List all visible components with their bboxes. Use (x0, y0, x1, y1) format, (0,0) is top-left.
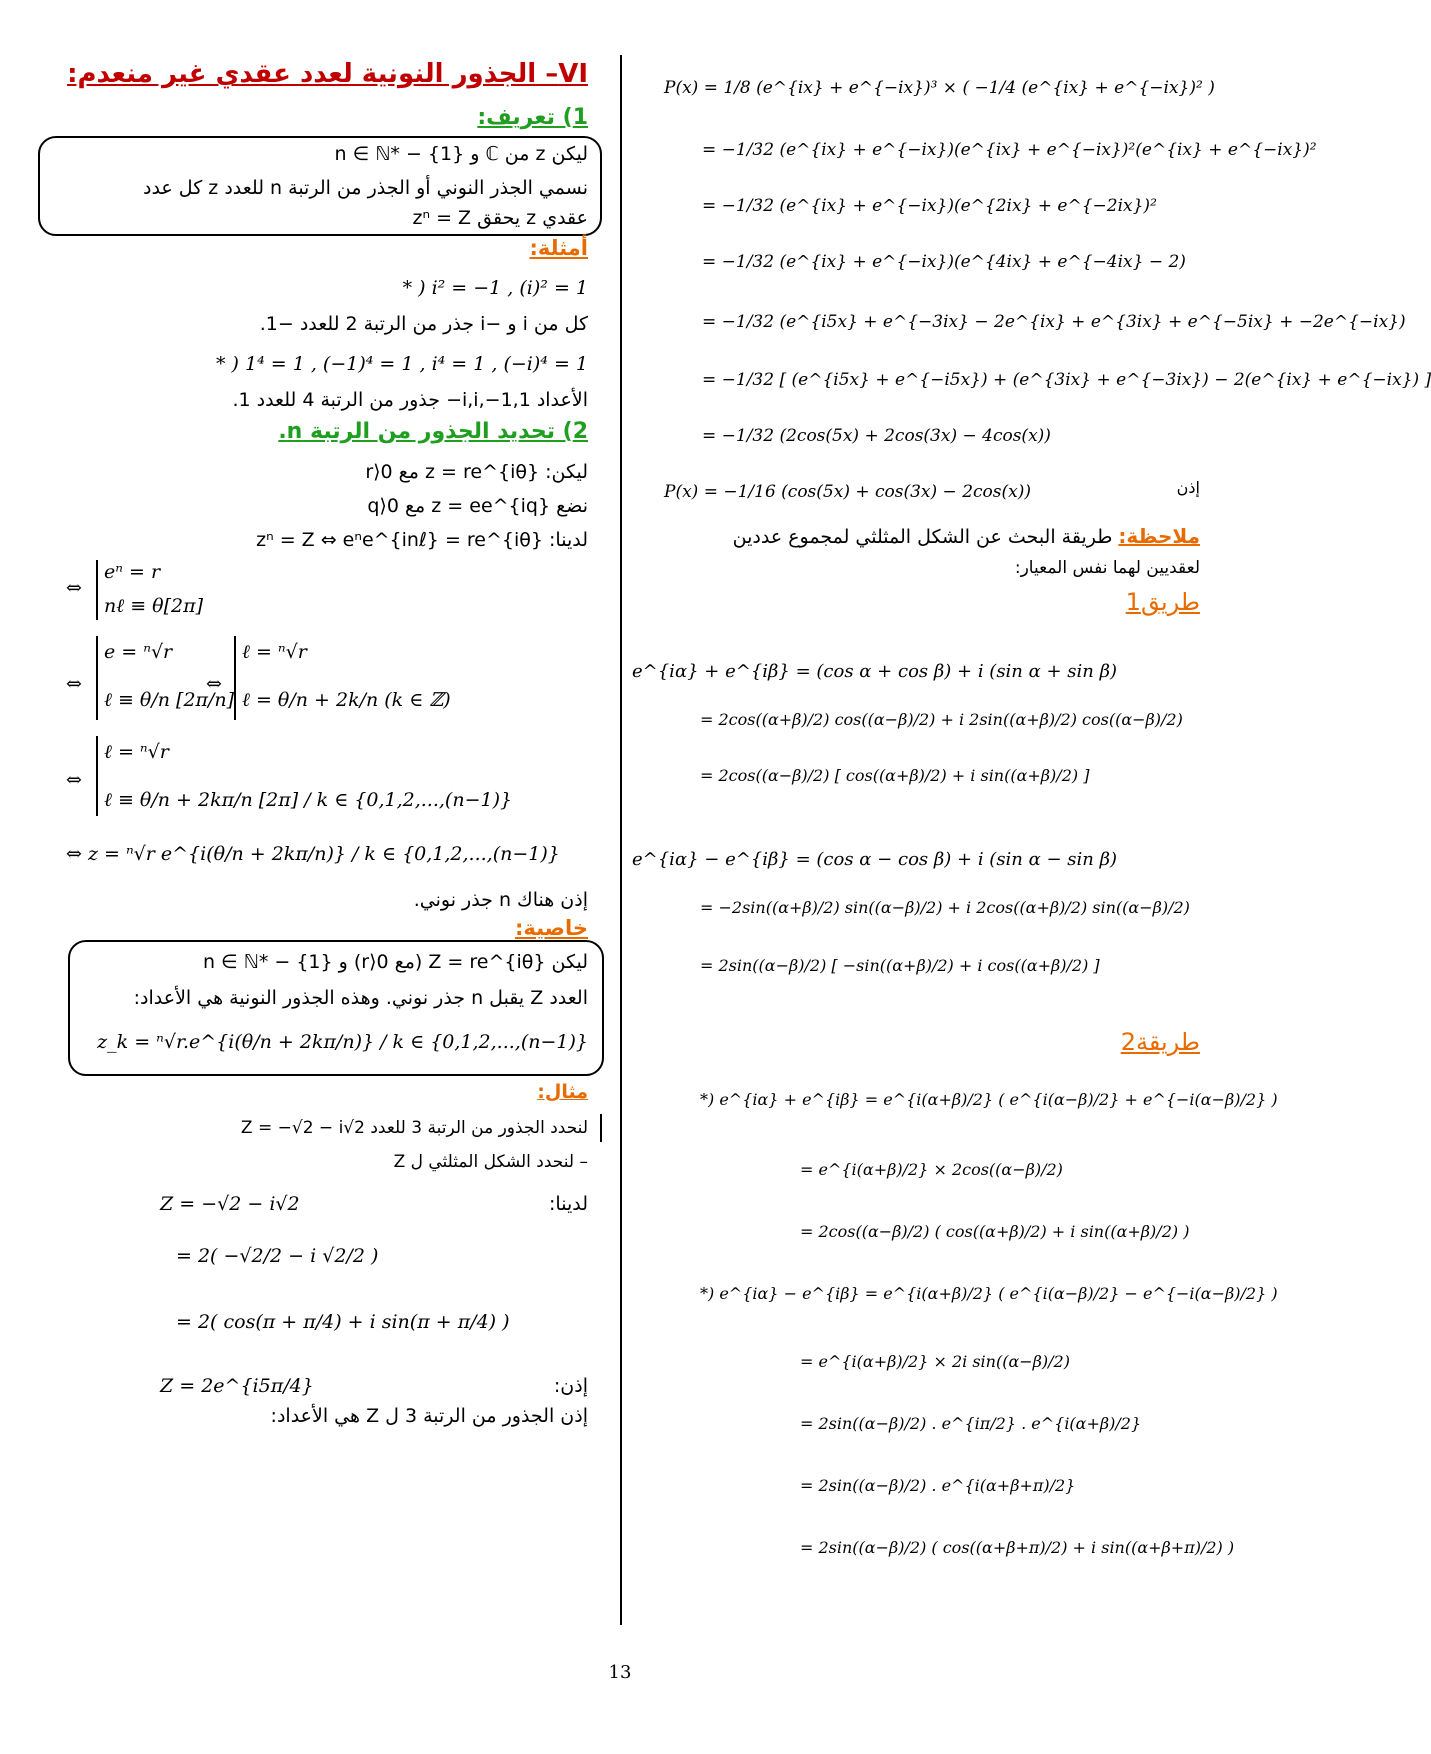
m1-line4: e^{iα} − e^{iβ} = (cos α − cos β) + i (sin α − sin β) (632, 849, 1118, 870)
m2-line2: = e^{i(α+β)/2} × 2cos((α−β)/2) (800, 1160, 1063, 1179)
equiv-symbol-4: ⇔ (66, 769, 82, 791)
example-eq4: Z = 2e^{i5π/4} (160, 1375, 314, 1397)
example-have: لدينا: (549, 1193, 588, 1215)
method2-heading: طريقة2 (1120, 1028, 1200, 1056)
example2-text: الأعداد 1,1−,i,i− جذور من الرتبة 4 للعدد 1. (232, 389, 588, 411)
note-text: طريقة البحث عن الشكل المثلثي لمجموع عددين (732, 526, 1113, 548)
system3-eq1: ℓ = ⁿ√r (242, 641, 307, 663)
p-line7: = −1/32 (2cos(5x) + 2cos(3x) − 4cos(x)) (702, 426, 1051, 446)
m1-line2: = 2cos((α+β)/2) cos((α−β)/2) + i 2sin((α+β)/2) cos((α−β)/2) (700, 710, 1183, 729)
definition-heading: 1) تعريف: (477, 105, 588, 130)
example-conclusion: إذن الجذور من الرتبة 3 ل Z هي الأعداد: (270, 1405, 588, 1427)
determination-heading: 2) تحديد الجذور من الرتبة n. (278, 419, 588, 444)
equiv-symbol-2: ⇔ (66, 673, 82, 695)
m2-line8: = 2sin((α−β)/2) ( cos((α+β+π)/2) + i sin((α+β+π)/2) ) (800, 1538, 1235, 1557)
m1-line1: e^{iα} + e^{iβ} = (cos α + cos β) + i (sin α + sin β) (632, 661, 1118, 682)
final-equivalence: ⇔ z = ⁿ√r e^{i(θ/n + 2kπ/n)} / k ∈ {0,1,2,...,(n−1)} (66, 843, 560, 865)
p-then: إذن (1176, 478, 1200, 497)
property-heading: خاصية: (514, 916, 588, 940)
brace-4 (96, 736, 98, 816)
system4-eq1: ℓ = ⁿ√r (104, 741, 169, 763)
equiv-symbol-1: ⇔ (66, 577, 82, 599)
definition-line3: عقدي z يحقق zⁿ = Z (412, 207, 588, 229)
system2-eq2: ℓ ≡ θ/n [2π/n] (104, 689, 235, 711)
property-line2: العدد Z يقبل n جذر نوني. وهذه الجذور النونية هي الأعداد: (133, 987, 588, 1009)
note-heading: ملاحظة: (1118, 524, 1200, 548)
system2-eq1: e = ⁿ√r (104, 641, 173, 663)
m1-line6: = 2sin((α−β)/2) [ −sin((α+β)/2) + i cos((α+β)/2) ] (700, 956, 1100, 975)
p-line3: = −1/32 (e^{ix} + e^{−ix})(e^{2ix} + e^{−2ix})² (702, 196, 1157, 216)
roots-conclusion: إذن هناك n جذر نوني. (413, 889, 588, 911)
m2-line4: *) e^{iα} − e^{iβ} = e^{i(α+β)/2} ( e^{i(α−β)/2} − e^{−i(α−β)/2} ) (700, 1284, 1278, 1303)
m2-line5: = e^{i(α+β)/2} × 2i sin((α−β)/2) (800, 1352, 1070, 1371)
example-marker (600, 1114, 602, 1142)
example-eq2: = 2( −√2/2 − i √2/2 ) (176, 1245, 379, 1267)
page-number: 13 (608, 1662, 632, 1683)
brace-1 (96, 560, 98, 620)
examples-heading: أمثلة: (529, 236, 588, 260)
system1-eq2: nℓ ≡ θ[2π] (104, 595, 203, 617)
m2-line6: = 2sin((α−β)/2) . e^{iπ/2} . e^{i(α+β)/2} (800, 1414, 1142, 1433)
column-divider (620, 55, 622, 1625)
p-line6: = −1/32 [ (e^{i5x} + e^{−i5x}) + (e^{3ix} + e^{−3ix}) − 2(e^{ix} + e^{−ix}) ] (702, 370, 1431, 390)
p-line5: = −1/32 (e^{i5x} + e^{−3ix} − 2e^{ix} + e^{3ix} + e^{−5ix} + −2e^{−ix}) (702, 312, 1406, 332)
let-line2: نضع z = ee^{iq} مع q⟩0 (367, 495, 588, 517)
example-line1: لنحدد الجذور من الرتبة 3 للعدد Z = −√2 − i√2 (240, 1118, 588, 1138)
equiv-symbol-3: ⇔ (206, 673, 222, 695)
example-eq1: Z = −√2 − i√2 (160, 1193, 300, 1215)
m2-line3: = 2cos((α−β)/2) ( cos((α+β)/2) + i sin((α+β)/2) ) (800, 1222, 1190, 1241)
note-line (733, 524, 1200, 549)
brace-2 (96, 636, 98, 720)
m2-line7: = 2sin((α−β)/2) . e^{i(α+β+π)/2} (800, 1476, 1076, 1495)
m1-line3: = 2cos((α−β)/2) [ cos((α+β)/2) + i sin((α+β)/2) ] (700, 766, 1090, 785)
p-line8: P(x) = −1/16 (cos(5x) + cos(3x) − 2cos(x)) (664, 482, 1031, 502)
p-line2: = −1/32 (e^{ix} + e^{−ix})(e^{ix} + e^{−ix})²(e^{ix} + e^{−ix})² (702, 140, 1317, 160)
section-title: VI– الجذور النونية لعدد عقدي غير منعدم: (67, 59, 588, 89)
p-line1: P(x) = 1/8 (e^{ix} + e^{−ix})³ × ( −1/4 (e^{ix} + e^{−ix})² ) (664, 78, 1215, 98)
m1-line5: = −2sin((α+β)/2) sin((α−β)/2) + i 2cos((α+β)/2) sin((α−β)/2) (700, 898, 1190, 917)
example-line2: – لنحدد الشكل المثلثي ل Z (393, 1152, 588, 1172)
m2-line1: *) e^{iα} + e^{iβ} = e^{i(α+β)/2} ( e^{i(α−β)/2} + e^{−i(α−β)/2} ) (700, 1090, 1278, 1109)
example-then: إذن: (553, 1375, 588, 1397)
brace-3 (234, 636, 236, 720)
method1-heading: طريق1 (1125, 588, 1200, 616)
p-line4: = −1/32 (e^{ix} + e^{−ix})(e^{4ix} + e^{−4ix} − 2) (702, 252, 1186, 272)
definition-line1: ليكن z من ℂ و n ∈ ℕ* − {1} (334, 143, 588, 165)
let-line1: ليكن: z = re^{iθ} مع r⟩0 (365, 461, 588, 483)
example2-equation: * ) 1⁴ = 1 , (−1)⁴ = 1 , i⁴ = 1 , (−i)⁴ = 1 (216, 353, 588, 375)
definition-line2: نسمي الجذر النوني أو الجذر من الرتبة n للعدد z كل عدد (143, 177, 588, 199)
example-eq3: = 2( cos(π + π/4) + i sin(π + π/4) ) (176, 1311, 510, 1333)
example1-text: كل من i و −i جذر من الرتبة 2 للعدد −1. (259, 313, 588, 335)
system1-eq1: eⁿ = r (104, 561, 161, 583)
example-heading: مثال: (537, 1081, 588, 1103)
property-line1: ليكن Z = re^{iθ} (مع r⟩0) و n ∈ ℕ* − {1} (202, 951, 588, 973)
have-line: لدينا: zⁿ = Z ⇔ eⁿe^{inℓ} = re^{iθ} (256, 529, 588, 551)
property-formula: z_k = ⁿ√r.e^{i(θ/n + 2kπ/n)} / k ∈ {0,1,2,...,(n−1)} (97, 1031, 588, 1053)
system4-eq2: ℓ ≡ θ/n + 2kπ/n [2π] / k ∈ {0,1,2,...,(n−1)} (104, 789, 513, 811)
note-text2: لعقديين لهما نفس المعيار: (1014, 558, 1200, 578)
system3-eq2: ℓ = θ/n + 2k/n (k ∈ ℤ) (242, 689, 451, 711)
example1-equation: * ) i² = −1 , (i)² = 1 (402, 277, 588, 299)
